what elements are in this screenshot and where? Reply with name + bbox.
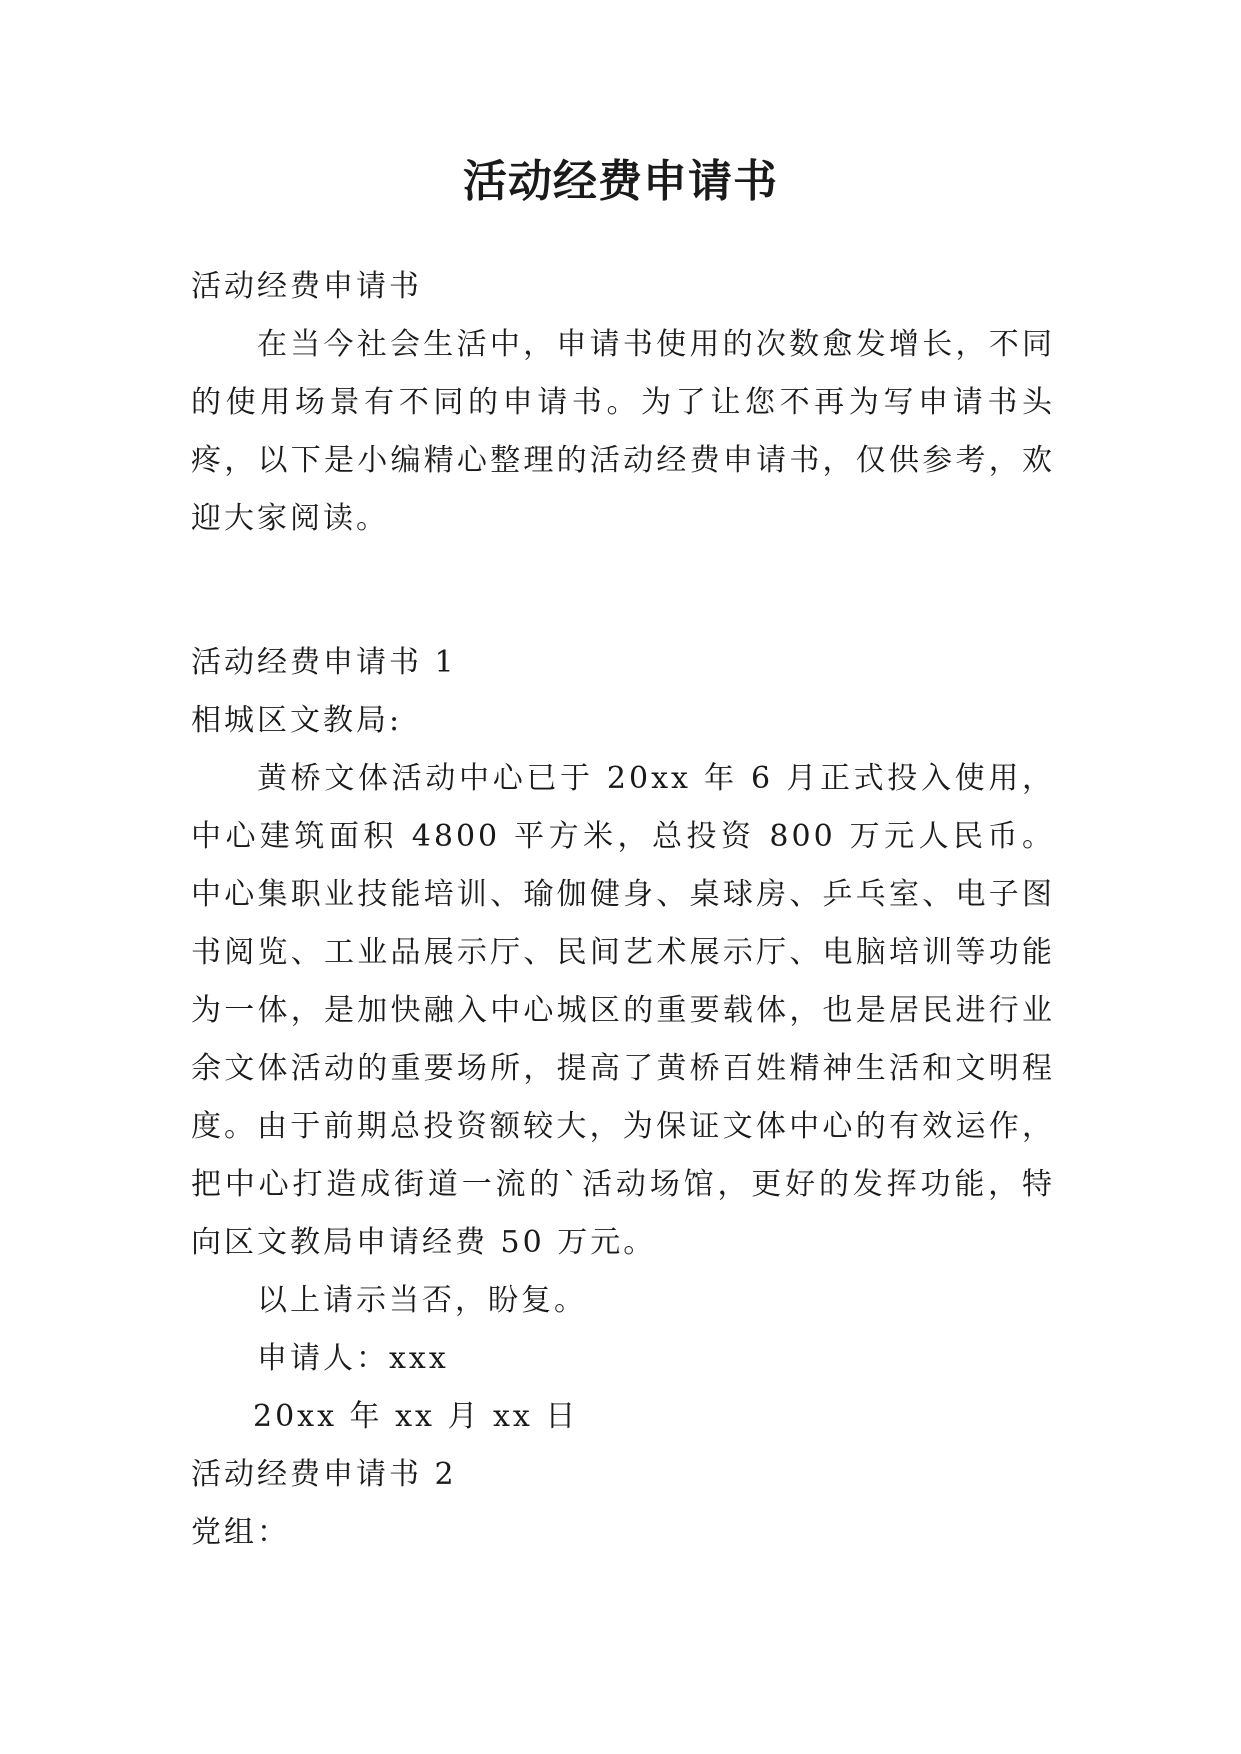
- section1-heading: 活动经费申请书 1: [191, 645, 457, 680]
- section2-addressee: 党组：: [191, 1515, 290, 1550]
- subtitle: 活动经费申请书: [191, 269, 422, 304]
- section1-addressee: 相城区文教局:: [191, 703, 403, 738]
- section1-applicant: 申请人：xxx: [257, 1341, 449, 1376]
- document-title: 活动经费申请书: [463, 156, 778, 207]
- intro-paragraph: 在当今社会生活中，申请书使用的次数愈发增长，不同的使用场景有不同的申请书。为了让您不再为写申请书头疼，以下是小编精心整理的活动经费申请书，仅供参考，欢迎大家阅读。: [191, 327, 1055, 536]
- section1-paragraph2: 由于前期总投资额较大，为保证文体中心的有效运作，把中心打造成街道一流的`活动场馆，更好的发挥功能，特向区文教局申请经费 50 万元。: [191, 1109, 1055, 1260]
- section1-date: 20xx 年 xx 月 xx 日: [253, 1399, 579, 1434]
- section2-heading: 活动经费申请书 2: [191, 1457, 457, 1492]
- section1-closing: 以上请示当否，盼复。: [257, 1283, 587, 1318]
- section1-paragraph1: 黄桥文体活动中心已于 20xx 年 6 月正式投入使用，中心建筑面积 4800 平方米，总投资 800 万元人民币。中心集职业技能培训、瑜伽健身、桌球房、乒乓室、电子图书阅览、工业品展示厅、民间艺术展示厅、电脑培训等功能为一体，是加快融入中心城区的重要载体，也是居民进行业余文体活动的重要场所，提高了黄桥百姓精神生活和文明程度。: [191, 761, 1055, 1144]
